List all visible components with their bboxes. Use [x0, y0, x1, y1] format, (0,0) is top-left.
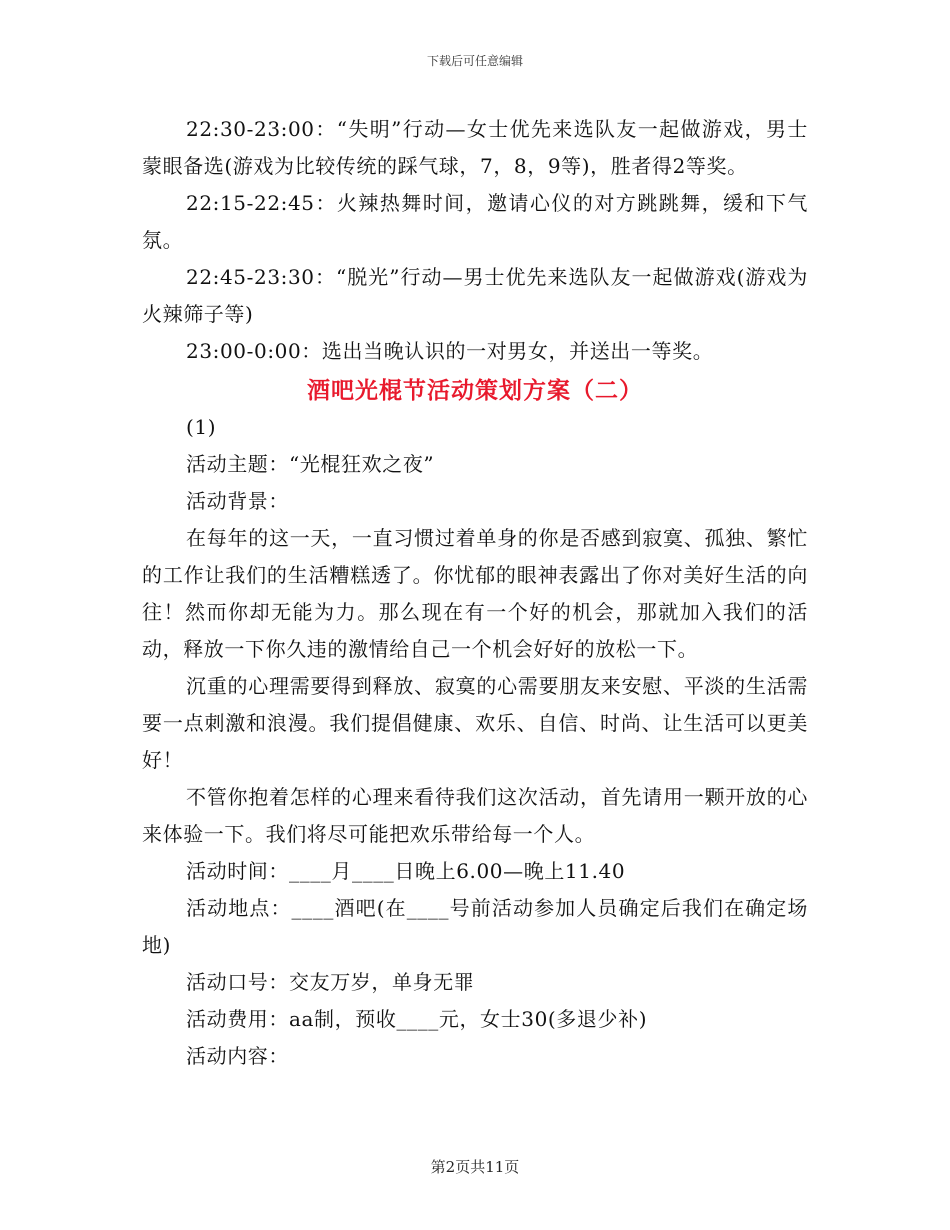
background-paragraph: 沉重的心理需要得到释放、寂寞的心需要朋友来安慰、平淡的生活需要一点刺激和浪漫。我们提倡健康、欢乐、自信、时尚、让生活可以更美好！ [142, 674, 808, 772]
page-footer: 第2页共11页 [430, 1158, 520, 1176]
section-title: 酒吧光棍节活动策划方案（二） [307, 377, 643, 404]
schedule-paragraph: 23:00-0:00：选出当晚认识的一对男女，并送出一等奖。 [186, 339, 714, 363]
activity-location: 活动地点：____酒吧(在____号前活动参加人员确定后我们在确定场地) [142, 896, 808, 957]
document-body [142, 111, 808, 1075]
activity-theme: 活动主题：“光棍狂欢之夜” [186, 452, 435, 476]
schedule-paragraph: 22:45-23:30：“脱光”行动—男士优先来选队友一起做游戏(游戏为火辣筛子等) [142, 265, 808, 326]
schedule-paragraph: 22:30-23:00：“失明”行动—女士优先来选队友一起做游戏，男士蒙眼备选(游戏为比较传统的踩气球，7，8，9等)，胜者得2等奖。 [142, 117, 808, 178]
activity-slogan: 活动口号：交友万岁，单身无罪 [186, 970, 475, 994]
schedule-paragraph: 22:15-22:45：火辣热舞时间，邀请心仪的对方跳跳舞，缓和下气氛。 [142, 191, 808, 252]
activity-time: 活动时间：____月____日晚上6.00—晚上11.40 [186, 859, 626, 883]
activity-background-label: 活动背景： [186, 489, 289, 513]
page-header: 下载后可任意编辑 [426, 54, 523, 68]
background-paragraph: 不管你抱着怎样的心理来看待我们这次活动，首先请用一颗开放的心来体验一下。我们将尽可能把欢乐带给每一个人。 [142, 785, 808, 846]
item-number: (1) [186, 415, 217, 439]
background-paragraph: 在每年的这一天，一直习惯过着单身的你是否感到寂寞、孤独、繁忙的工作让我们的生活糟糕透了。你忧郁的眼神表露出了你对美好生活的向往！然而你却无能为力。那么现在有一个好的机会，那就加入我们的活动，释放一下你久违的激情给自己一个机会好好的放松一下。 [142, 526, 808, 661]
activity-content-label: 活动内容： [186, 1044, 289, 1068]
activity-fee: 活动费用：aa制，预收____元，女士30(多退少补) [186, 1007, 648, 1031]
